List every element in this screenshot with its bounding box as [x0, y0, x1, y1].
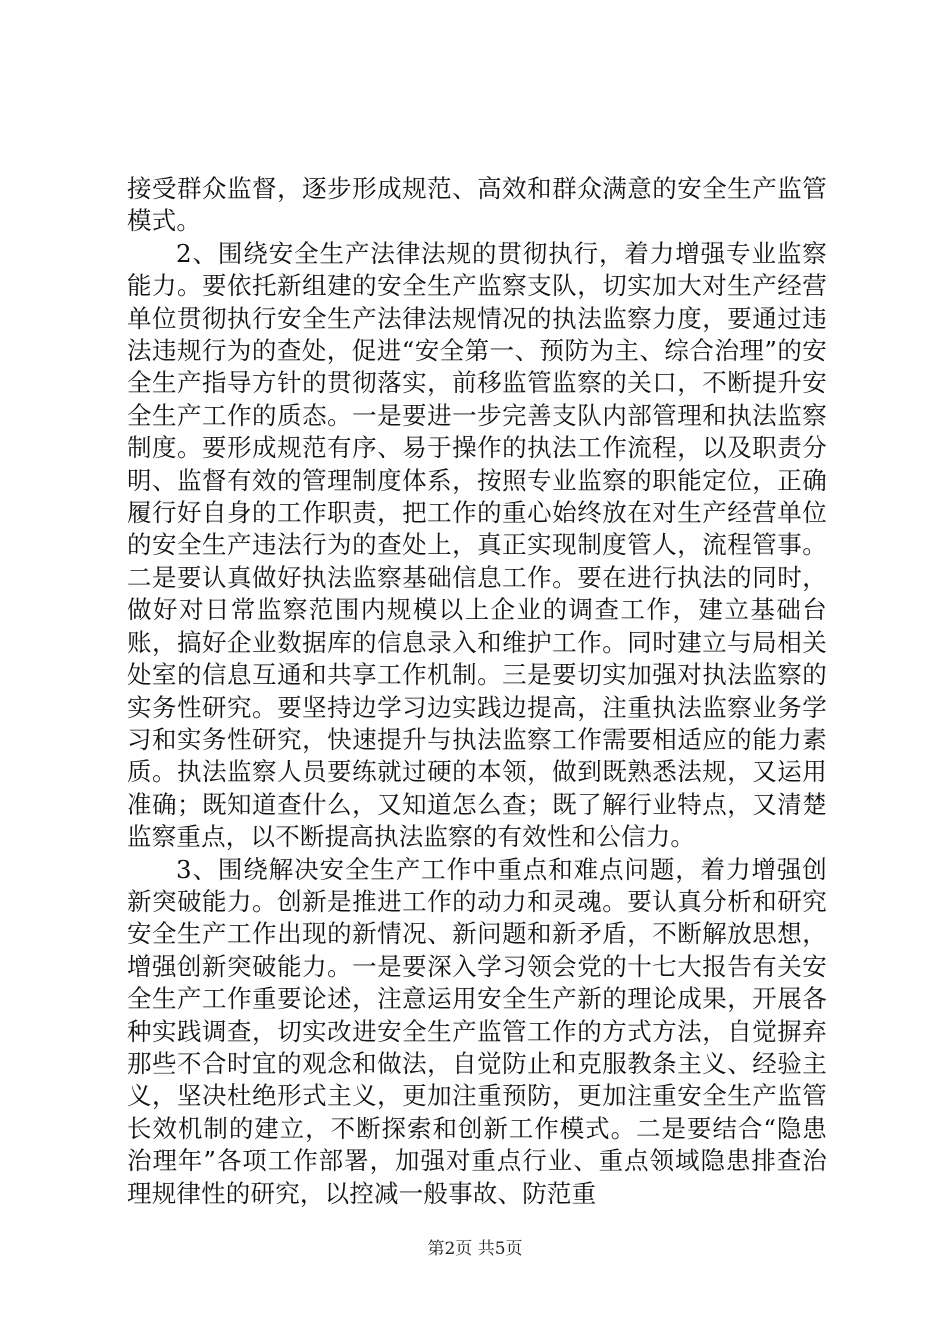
paragraph-3: 3、围绕解决安全生产工作中重点和难点问题，着力增强创新突破能力。创新是推进工作的动力和灵魂。要认真分析和研究安全生产工作出现的新情况、新问题和新矛盾，不断解放思想，增强创新突破能力。一是要深入学习领会党的十七大报告有关安全生产工作重要论述，注意运用安全生产新的理论成果，开展各种实践调查，切实改进安全生产监管工作的方式方法，自觉摒弃那些不合时宜的观念和做法，自觉防止和克服教条主义、经验主义，坚决杜绝形式主义，更加注重预防，更加注重安全生产监管长效机制的建立，不断探索和创新工作模式。二是要结合“隐患治理年”各项工作部署，加强对重点行业、重点领域隐患排查治理规律性的研究，以控减一般事故、防范重 — [127, 854, 827, 1208]
document-body — [127, 173, 827, 1210]
paragraph-1: 接受群众监督，逐步形成规范、高效和群众满意的安全生产监管模式。 — [127, 174, 827, 236]
paragraph-2: 2、围绕安全生产法律法规的贯彻执行，着力增强专业监察能力。要依托新组建的安全生产监察支队，切实加大对生产经营单位贯彻执行安全生产法律法规情况的执法监察力度，要通过违法违规行为的查处，促进“安全第一、预防为主、综合治理”的安全生产指导方针的贯彻落实，前移监管监察的关口，不断提升安全生产工作的质态。一是要进一步完善支队内部管理和执法监察制度。要形成规范有序、易于操作的执法工作流程，以及职责分明、监督有效的管理制度体系，按照专业监察的职能定位，正确履行好自身的工作职责，把工作的重心始终放在对生产经营单位的安全生产违法行为的查处上，真正实现制度管人，流程管事。二是要认真做好执法监察基础信息工作。要在进行执法的同时，做好对日常监察范围内规模以上企业的调查工作，建立基础台账，搞好企业数据库的信息录入和维护工作。同时建立与局相关处室的信息互通和共享工作机制。三是要切实加强对执法监察的实务性研究。要坚持边学习边实践边提高，注重执法监察业务学习和实务性研究，快速提升与执法监察工作需要相适应的能力素质。执法监察人员要练就过硬的本领，做到既熟悉法规，又运用准确；既知道查什么，又知道怎么查；既了解行业特点，又清楚监察重点，以不断提高执法监察的有效性和公信力。 — [127, 238, 827, 852]
page-number-footer: 第2页 共5页 — [427, 1239, 523, 1259]
